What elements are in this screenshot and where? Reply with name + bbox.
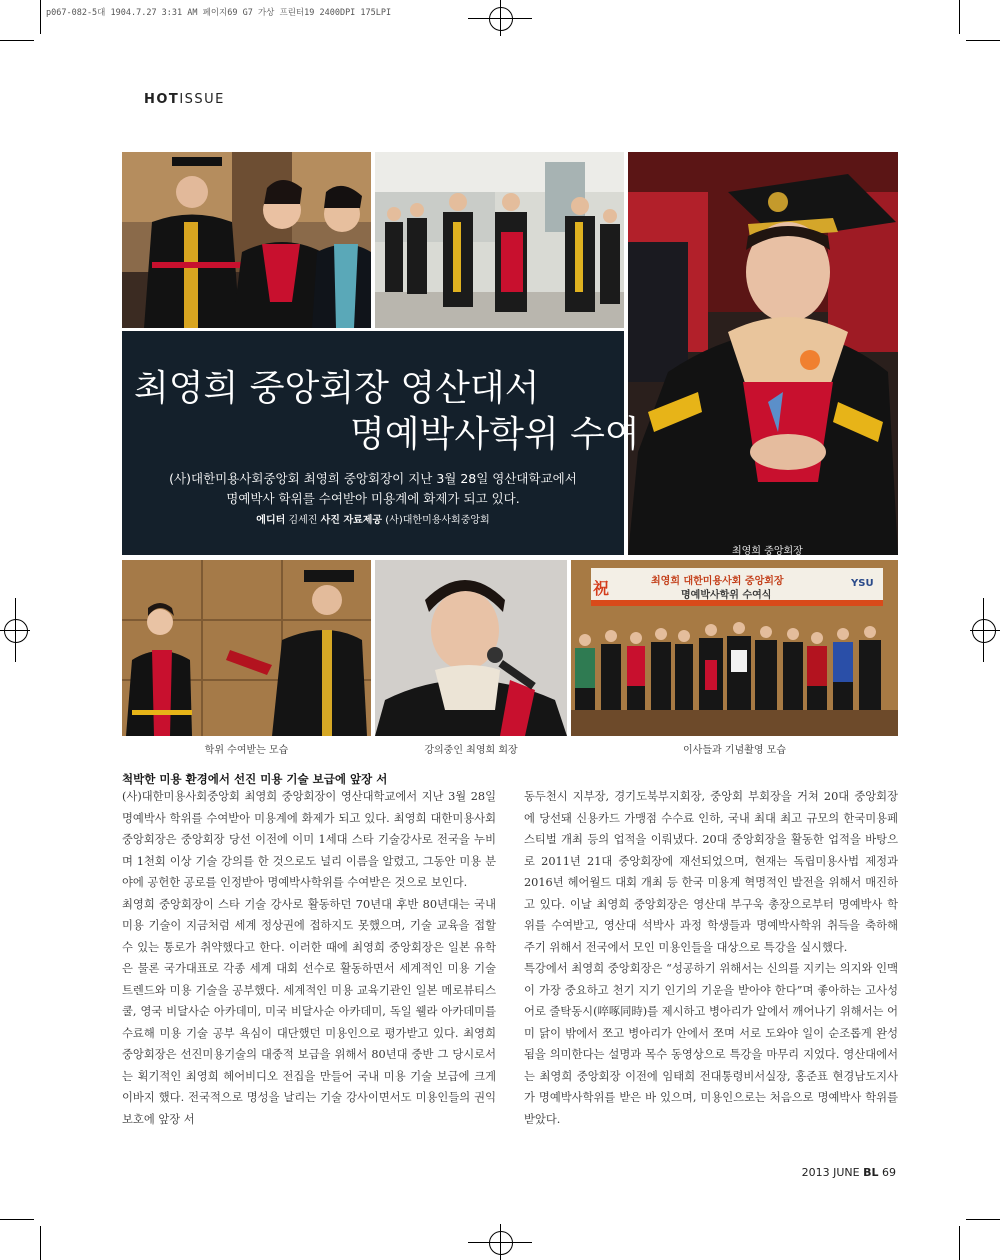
page-folio: 2013 JUNE BL 69: [801, 1166, 896, 1179]
crop-mark: [966, 1219, 1000, 1220]
crop-mark: [959, 0, 960, 34]
headline-line2: 명예박사학위 수여: [350, 414, 640, 455]
article-subhead: 척박한 미용 환경에서 선진 미용 기술 보급에 앞장 서: [122, 772, 388, 786]
crop-mark: [966, 40, 1000, 41]
caption-degree: 학위 수여받는 모습: [204, 745, 289, 756]
photo-ceremony-lineup: [122, 152, 371, 328]
crop-mark: [0, 1219, 34, 1220]
caption-group: 이사들과 기념촬영 모습: [683, 745, 786, 756]
article-column-left: [122, 786, 496, 1130]
crop-mark: [0, 40, 34, 41]
photo-lecture: [375, 560, 567, 736]
photo-procession: [375, 152, 624, 328]
paragraph: (사)대한미용사회중앙회 최영희 중앙회장이 영산대학교에서 지난 3월 28일 명예박사 학위를 수여받아 미용계에 화제가 되고 있다. 최영희 대한미용사회중앙회장은 중앙회장 당선 이전에 이미 1세대 스타 기술강사로 전국을 누비며 1천회 이상 기술 강의를 한 것으로도 널리 이름을 알렸고, 그동안 미용 분야에 공헌한 공로를 인정받아 명예박사학위를 수여받은 것으로 보인다.: [122, 790, 496, 889]
paragraph: 동두천시 지부장, 경기도북부지회장, 중앙회 부회장을 거쳐 20대 중앙회장에 당선돼 신용카드 가맹점 수수료 인하, 국내 최대 최고 규모의 한국미용페스티벌 개최 등의 업적을 이뤄냈다. 20대 중앙회장을 활동한 업적을 바탕으로 2011년 21대 중앙회장에 재선되었으며, 현재는 독립미용사법 제정과 2016년 헤어월드 대회 개최 등 한국 미용계 혁명적인 발전을 위해서 매진하고 있다. 이날 최영희 중앙회장은 영산대 부구욱 총장으로부터 명예박사 학위를 수여받고, 영산대 석박사 과정 학생들과 명예박사학위 취득을 축하해 주기 위해서 전국에서 모인 미용인들을 대상으로 특강을 실시했다.: [524, 790, 898, 954]
banner-title: 최영희 대한미용사회 중앙회장: [651, 576, 784, 587]
crop-mark: [40, 0, 41, 34]
paragraph: 특강에서 최영희 중앙회장은 “성공하기 위해서는 신의를 지키는 의지와 인맥이 가장 중요하고 천기 지기 인기의 기운을 받아야 한다”며 좋아하는 고사성어로 줄탁동시(啐啄同時)를 제시하고 병아리가 알에서 깨어나기 위해서는 어미 닭이 밖에서 쪼고 병아리가 안에서 쪼며 서로 도와야 일이 순조롭게 완성됨을 의미한다는 설명과 목수 동영상으로 특강을 마무리 지었다. 영산대에서는 최영희 중앙회장 이전에 임태희 전대통령비서실장, 홍준표 현경남도지사가 명예박사학위를 받은 바 있으며, 미용인으로는 처음으로 명예박사 학위를 받았다.: [524, 962, 898, 1126]
banner-subtitle: 명예박사학위 수여식: [681, 590, 772, 601]
photo-portrait: [628, 152, 898, 555]
printer-slug: p067-082-5대 1904.7.27 3:31 AM 페이지69 G7 가상 프린터19 2400DPI 175LPI: [46, 8, 392, 18]
byline: 에디터 김세진 사진 자료제공 (사)대한미용사회중앙회: [256, 515, 490, 526]
section-label: HOTISSUE: [144, 92, 225, 107]
banner-logo: YSU: [851, 578, 874, 589]
article-column-right: [524, 786, 898, 1130]
photo-group: [571, 560, 898, 736]
paragraph: 최영희 중앙회장이 스타 기술 강사로 활동하던 70년대 후반 80년대는 국내 미용 기술이 지금처럼 세계 정상권에 접하지도 못했으며, 기술 교육을 접할 수 있는 통로가 취약했다고 한다. 이러한 때에 최영희 중앙회장은 일본 유학은 물론 국가대표로 각종 세계 대회 선수로 활동하면서 세계적인 미용 기술 트렌드와 미용 기술을 공부했다. 세계적인 미용 교육기관인 일본 메로뷰티스쿨, 영국 비달사순 아카데미, 미국 비달사순 아카데미, 독일 웰라 아카데미를 수료해 미용 기술 공부 욕심이 대단했던 미용인으로 평가받고 있다. 최영희 중앙회장은 선진미용기술의 대중적 보급을 위해서 80년대 중반 그 당시로서는 획기적인 최영희 헤어비디오 전집을 만들어 국내 미용 기술 보급에 크게 이바지 했다. 전국적으로 명성을 날리는 기술 강사이면서도 미용인들의 권익 보호에 앞장 서: [122, 897, 496, 1126]
caption-lecture: 강의중인 최영희 회장: [424, 745, 518, 756]
crop-mark: [40, 1226, 41, 1260]
crop-mark: [959, 1226, 960, 1260]
banner-mark: 祝: [593, 579, 610, 598]
photo-degree-conferral: [122, 560, 371, 736]
lead-line2: 명예박사 학위를 수여받아 미용계에 화제가 되고 있다.: [226, 491, 520, 506]
caption-portrait: 최영희 중앙회장: [732, 546, 803, 555]
lead-line1: (사)대한미용사회중앙회 최영희 중앙회장이 지난 3월 28일 영산대학교에서: [169, 471, 577, 486]
headline-line1: 최영희 중앙회장 영산대서: [134, 368, 540, 409]
